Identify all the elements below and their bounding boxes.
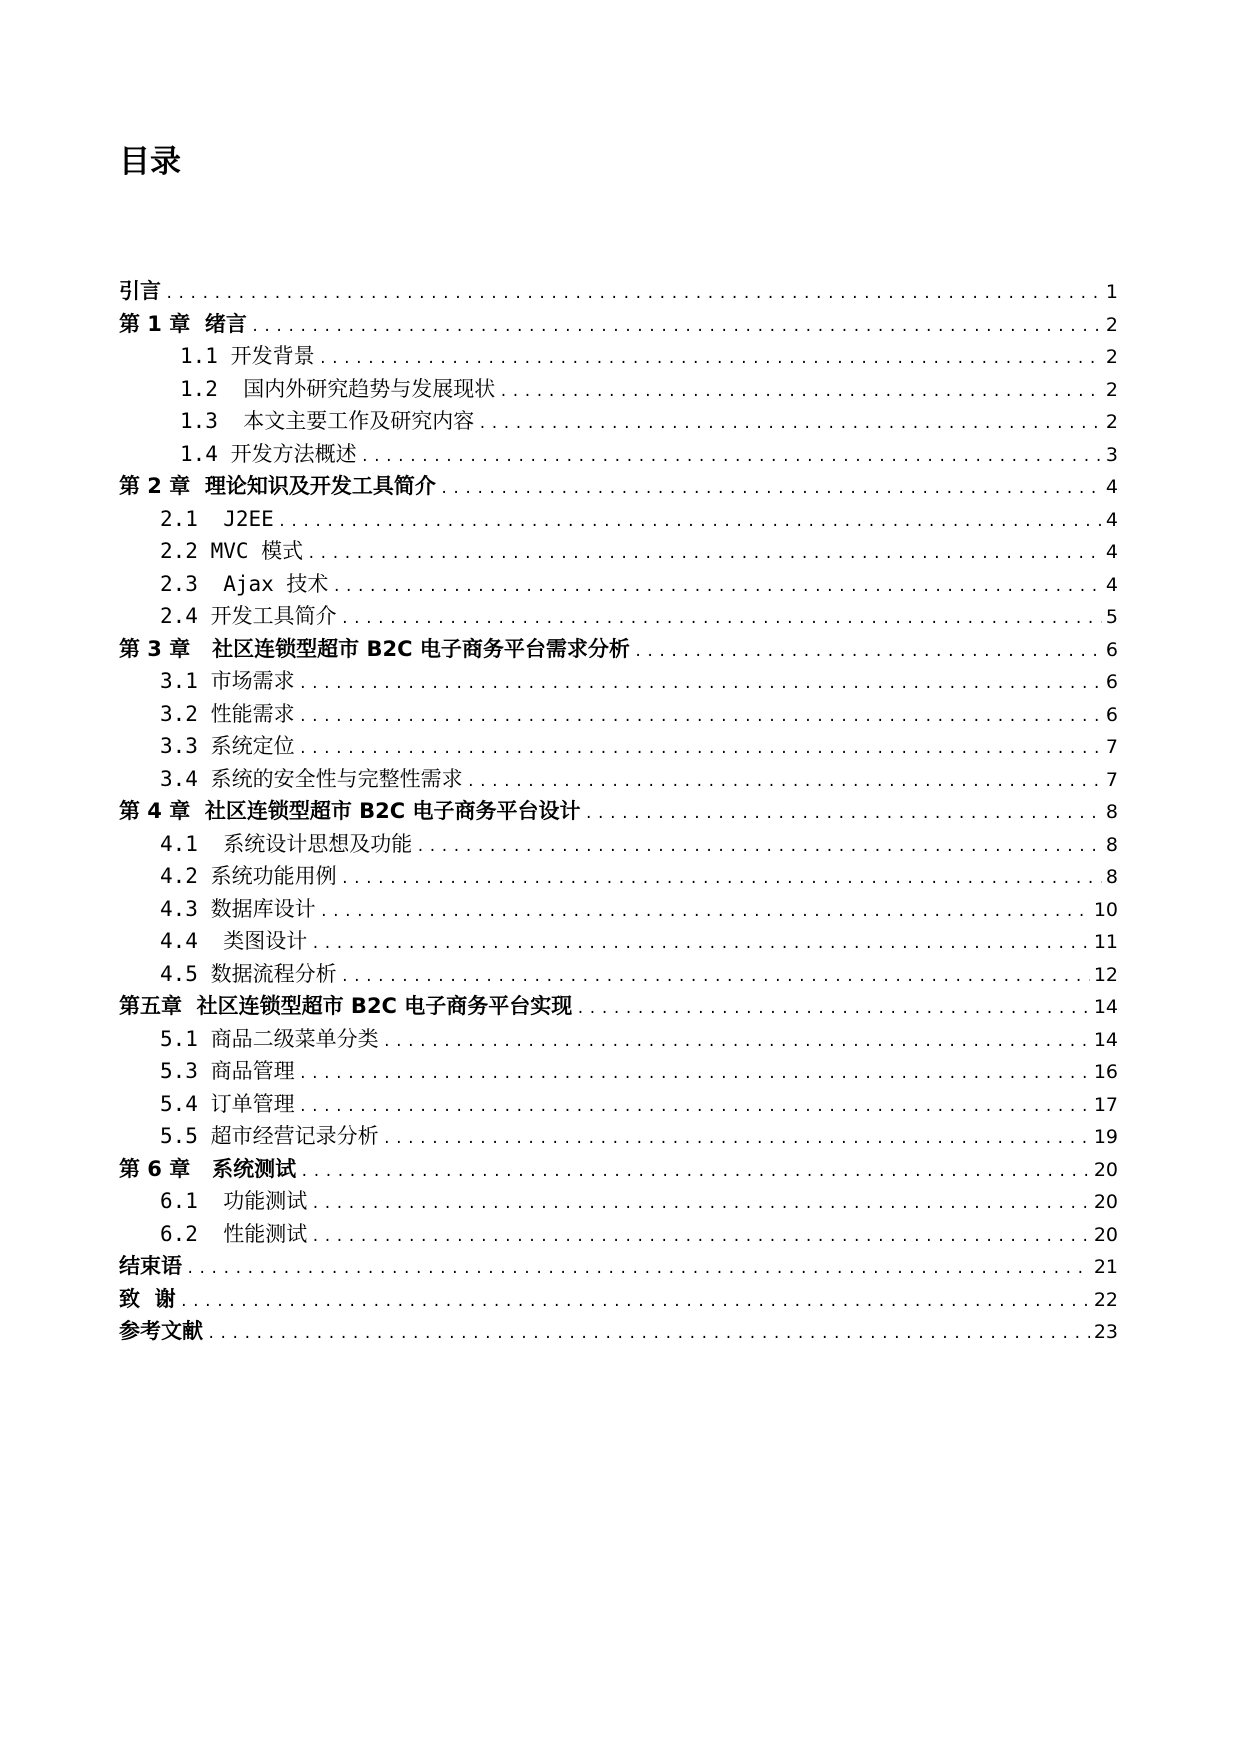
toc-page-number: 6 [1105,638,1118,661]
toc-page-number: 2 [1105,313,1118,336]
toc-dot-leader [634,636,1102,669]
toc-section-entry[interactable] [119,1088,1118,1121]
toc-dot-leader [186,1253,1090,1286]
toc-section-entry[interactable] [119,503,1118,536]
toc-page-number: 2 [1105,411,1118,433]
toc-entry-title: 2.3 Ajax 技术 [160,571,329,596]
toc-page-number: 4 [1105,508,1118,531]
toc-dot-leader [319,343,1102,376]
toc-section-entry[interactable] [119,925,1118,958]
toc-dot-leader [311,1221,1090,1254]
toc-entry-title: 1.3 本文主要工作及研究内容 [180,409,475,433]
toc-entry-title: 结束语 [119,1254,182,1278]
toc-chapter-entry[interactable] [119,990,1118,1023]
toc-entry-title: 第五章 社区连锁型超市 B2C 电子商务平台实现 [119,994,573,1018]
toc-page-number: 22 [1093,1288,1118,1311]
toc-chapter-entry[interactable] [119,470,1118,503]
toc-dot-leader [416,831,1102,864]
toc-section-entry[interactable] [119,535,1118,568]
toc-page-number: 12 [1093,963,1118,986]
toc-page-number: 20 [1093,1158,1118,1181]
toc-entry-title: 5.5 超市经营记录分析 [160,1124,379,1148]
toc-entry-title: 2.1 J2EE [160,506,274,531]
toc-dot-leader [251,311,1102,344]
toc-page-number: 21 [1093,1256,1118,1278]
toc-page-number: 4 [1105,476,1118,498]
toc-entry-title: 1.2 国内外研究趋势与发展现状 [180,376,496,401]
toc-page-number: 3 [1105,443,1118,466]
toc-entry-title: 致 谢 [119,1286,176,1311]
toc-dot-leader [576,993,1090,1026]
toc-chapter-entry[interactable] [119,633,1118,666]
toc-entry-title: 5.4 订单管理 [160,1091,295,1116]
toc-section-entry[interactable] [119,1218,1118,1251]
toc-page-number: 20 [1093,1191,1118,1213]
toc-dot-leader [180,1286,1090,1319]
toc-section-entry[interactable] [119,373,1118,406]
toc-entry-title: 1.1 开发背景 [180,344,315,368]
toc-dot-leader [278,506,1102,539]
toc-section-entry[interactable] [119,1185,1118,1218]
toc-section-entry[interactable] [119,730,1118,763]
toc-dot-leader [300,1156,1090,1189]
toc-entry-title: 5.3 商品管理 [160,1059,295,1083]
toc-dot-leader [585,798,1102,831]
toc-dot-leader [165,278,1102,311]
table-of-contents [119,275,1118,1348]
toc-chapter-entry[interactable] [119,308,1118,341]
toc-section-entry[interactable] [119,828,1118,861]
toc-dot-leader [341,863,1102,896]
toc-entry-title: 4.1 系统设计思想及功能 [160,831,413,856]
toc-dot-leader [341,603,1102,636]
toc-page-number: 20 [1093,1223,1118,1246]
toc-dot-leader [299,1058,1090,1091]
toc-chapter-entry[interactable] [119,1283,1118,1316]
toc-page-number: 11 [1093,931,1118,953]
toc-section-entry[interactable] [119,1055,1118,1088]
toc-section-entry[interactable] [119,340,1118,373]
toc-dot-leader [440,473,1102,506]
toc-page-number: 23 [1093,1321,1118,1343]
toc-page-number: 8 [1105,866,1118,888]
toc-dot-leader [299,701,1102,734]
toc-dot-leader [299,1091,1090,1124]
toc-page-number: 2 [1105,346,1118,368]
toc-section-entry[interactable] [119,438,1118,471]
toc-entry-title: 第 4 章 社区连锁型超市 B2C 电子商务平台设计 [119,799,581,823]
toc-section-entry[interactable] [119,405,1118,438]
toc-dot-leader [311,1188,1090,1221]
toc-chapter-entry[interactable] [119,795,1118,828]
toc-entry-title: 2.4 开发工具简介 [160,604,337,628]
toc-section-entry[interactable] [119,568,1118,601]
toc-page-number: 6 [1105,703,1118,726]
toc-entry-title: 2.2 MVC 模式 [160,539,304,563]
toc-page-number: 17 [1093,1093,1118,1116]
toc-dot-leader [320,896,1090,929]
toc-page-number: 8 [1105,833,1118,856]
toc-entry-title: 6.2 性能测试 [160,1221,308,1246]
toc-page-number: 10 [1093,898,1118,921]
toc-page-number: 4 [1105,541,1118,563]
toc-section-entry[interactable] [119,600,1118,633]
toc-section-entry[interactable] [119,958,1118,991]
toc-entry-title: 第 3 章 社区连锁型超市 B2C 电子商务平台需求分析 [119,636,630,661]
toc-entry-title: 4.2 系统功能用例 [160,864,337,888]
toc-page-number: 1 [1105,281,1118,303]
toc-dot-leader [207,1318,1090,1351]
toc-page-number: 19 [1093,1126,1118,1148]
toc-section-entry[interactable] [119,763,1118,796]
toc-page-number: 7 [1105,768,1118,791]
toc-section-entry[interactable] [119,698,1118,731]
toc-entry-title: 3.1 市场需求 [160,669,295,693]
toc-page-number: 7 [1105,736,1118,758]
toc-entry-title: 第 1 章 绪言 [119,311,247,336]
toc-entry-title: 4.4 类图设计 [160,929,308,953]
toc-page-number: 2 [1105,378,1118,401]
toc-entry-title: 第 6 章 系统测试 [119,1156,297,1181]
toc-chapter-entry[interactable] [119,1250,1118,1283]
toc-section-entry[interactable] [119,665,1118,698]
toc-page-number: 14 [1093,996,1118,1018]
toc-dot-leader [341,961,1090,994]
toc-dot-leader [478,408,1102,441]
toc-dot-leader [332,571,1101,604]
toc-dot-leader [383,1026,1090,1059]
toc-entry-title: 3.2 性能需求 [160,701,295,726]
toc-dot-leader [299,733,1102,766]
toc-section-entry[interactable] [119,1120,1118,1153]
page-title: 目录 [119,144,181,180]
toc-entry-title: 6.1 功能测试 [160,1189,308,1213]
toc-page-number: 8 [1105,801,1118,823]
toc-entry-title: 参考文献 [119,1319,203,1343]
toc-dot-leader [299,668,1102,701]
toc-entry-title: 1.4 开发方法概述 [180,441,357,466]
toc-page-number: 6 [1105,671,1118,693]
toc-page-number: 4 [1105,573,1118,596]
toc-dot-leader [467,766,1102,799]
toc-page-number: 16 [1093,1061,1118,1083]
toc-dot-leader [361,441,1102,474]
toc-entry-title: 5.1 商品二级菜单分类 [160,1026,379,1051]
toc-chapter-entry[interactable] [119,275,1118,308]
toc-dot-leader [383,1123,1090,1156]
toc-entry-title: 3.4 系统的安全性与完整性需求 [160,766,463,791]
toc-dot-leader [311,928,1090,961]
toc-page-number: 5 [1105,606,1118,628]
toc-page-number: 14 [1093,1028,1118,1051]
toc-dot-leader [499,376,1102,409]
toc-entry-title: 3.3 系统定位 [160,734,295,758]
toc-entry-title: 第 2 章 理论知识及开发工具简介 [119,474,436,498]
toc-chapter-entry[interactable] [119,1153,1118,1186]
toc-section-entry[interactable] [119,860,1118,893]
toc-section-entry[interactable] [119,893,1118,926]
toc-entry-title: 引言 [119,279,161,303]
toc-dot-leader [307,538,1102,571]
toc-entry-title: 4.5 数据流程分析 [160,961,337,986]
toc-section-entry[interactable] [119,1023,1118,1056]
toc-entry-title: 4.3 数据库设计 [160,896,316,921]
toc-chapter-entry[interactable] [119,1315,1118,1348]
